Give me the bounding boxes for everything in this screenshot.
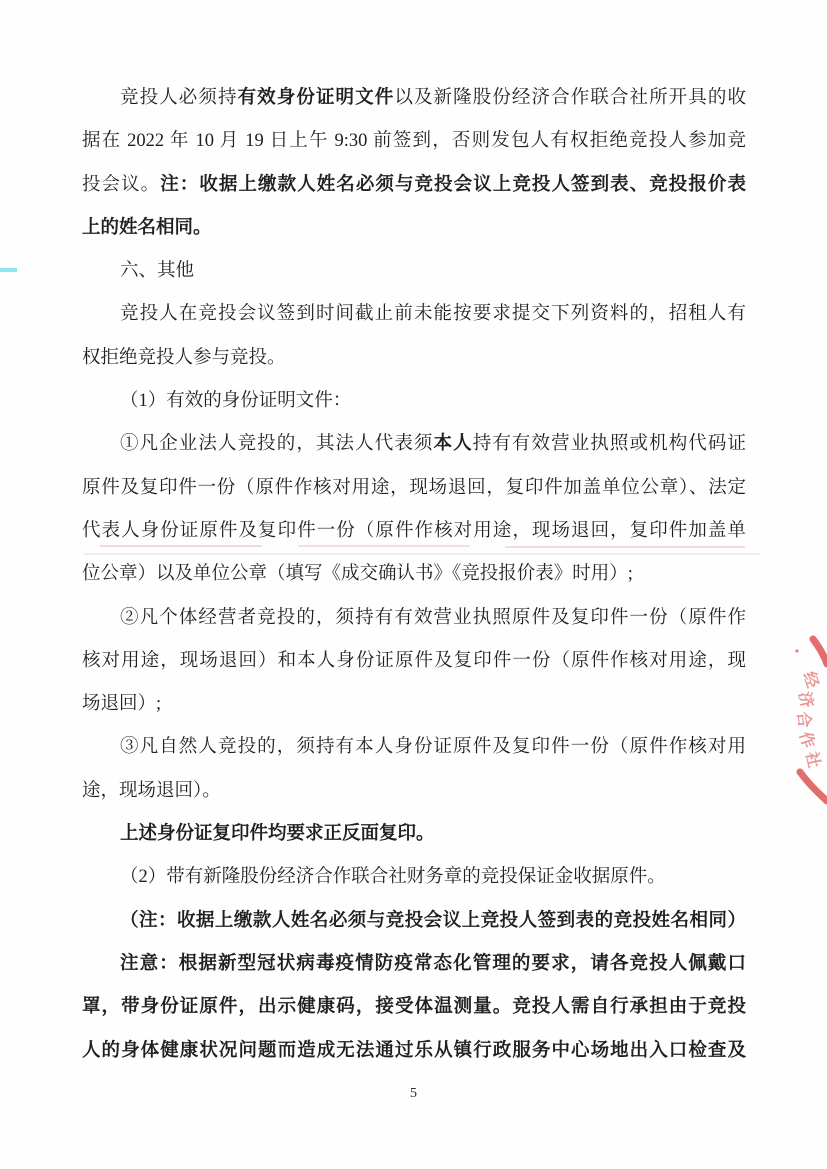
document-text: 权拒绝竞投人参与竞投。 [82,347,286,368]
document-text: 代表人身份证原件及复印件一份（原件作核对用途，现场退回，复印件加盖单 [82,520,746,541]
document-line [82,250,746,293]
document-text: ③凡自然人竞投的，须持有本人身份证原件及复印件一份（原件作核对用 [120,737,746,758]
document-text-bold: 注：收据上缴款人姓名必须与竞投会议上竞投人签到表、竞投报价表 [160,174,746,195]
document-line [82,640,746,683]
document-text-bold: 注意：根据新型冠状病毒疫情防疫常态化管理的要求，请各竞投人佩戴口 [120,953,746,974]
document-text-bold: 人的身体健康状况问题而造成无法通过乐从镇行政服务中心场地出入口检查及 [82,1040,746,1061]
document-line [82,207,746,250]
document-text: （1）有效的身份证明文件： [120,391,352,412]
document-text-bold: 本人 [433,434,473,455]
document-text: 核对用途，现场退回）和本人身份证原件及复印件一份（原件作核对用途，现 [82,650,746,671]
document-line [82,553,746,596]
document-line [82,467,746,510]
page-number: 5 [410,1086,417,1101]
document-text: 位公章）以及单位公章（填写《成交确认书》《竞投报价表》时用）; [82,564,633,585]
document-text-bold: 上的姓名相同。 [82,217,212,238]
red-seal-text [788,635,827,807]
document-text: 途，现场退回）。 [82,780,221,801]
document-text: 持有有效营业执照或机构代码证 [472,434,746,455]
document-text: 竞投人必须持 [120,88,238,108]
document-text-bold: 有效身份证明文件 [237,88,395,108]
red-seal-character: 作 [795,729,817,751]
scan-artifact-cyan-mark [0,268,17,272]
document-line [82,77,746,120]
document-line [82,726,746,769]
document-line [82,510,746,553]
document-text-bold: 罩，带身份证原件，出示健康码，接受体温测量。竞投人需自行承担由于竞投 [82,997,746,1018]
document-text-bold: 上述身份证复印件均要求正反面复印。 [120,824,435,845]
document-text: 投会议。 [82,174,161,195]
document-text: ①凡企业法人竞投的，其法人代表须 [120,434,434,455]
document-line [82,856,746,899]
document-text: 据在 2022 年 10 月 19 日上午 9:30 前签到，否则发包人有权拒绝竞投人参加竞 [82,131,746,152]
document-line [82,380,746,423]
document-line [82,943,746,986]
red-seal-character: 社 [802,750,823,770]
document-text: 以及新隆股份经济合作联合社所开具的收 [394,88,746,108]
document-line [82,900,746,943]
document-text-bold: （注：收据上缴款人姓名必须与竞投会议上竞投人签到表的竞投姓名相同） [120,910,746,931]
document-line [82,683,746,726]
document-line [82,597,746,640]
red-seal-stamp [788,635,827,807]
document-line [82,164,746,207]
document-text: 原件及复印件一份（原件作核对用途，现场退回，复印件加盖单位公章）、法定 [82,477,746,498]
document-line [82,1030,746,1073]
document-text: 六、其他 [120,261,195,282]
document-text: ②凡个体经营者竞投的，须持有有效营业执照原件及复印件一份（原件作 [120,607,746,628]
document-line [82,337,746,380]
red-seal-character: 济 [795,690,816,710]
document-line [82,120,746,163]
document-line [82,813,746,856]
document-line [82,293,746,336]
document-line [82,986,746,1029]
document-body [82,77,746,1073]
document-text: 场退回）; [82,694,162,715]
document-line [82,770,746,813]
document-text: （2）带有新隆股份经济合作联合社财务章的竞投保证金收据原件。 [120,867,666,888]
document-line [82,423,746,466]
red-seal-character: 经 [799,669,821,691]
document-text: 竞投人在竞投会议签到时间截止前未能按要求提交下列资料的，招租人有 [120,304,746,325]
red-seal-character: 合 [793,710,813,729]
